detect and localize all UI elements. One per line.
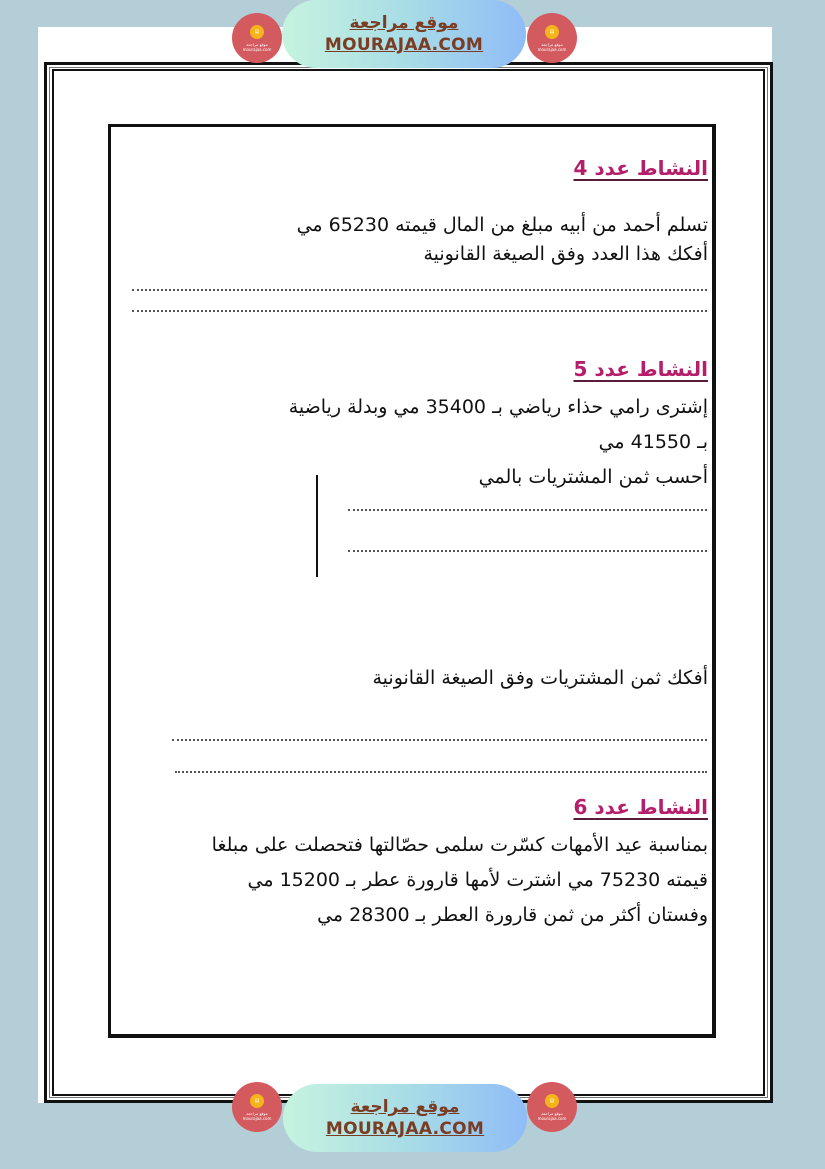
activity-number: 6 — [573, 795, 588, 819]
activity-title: النشاط عدد — [594, 795, 708, 819]
site-logo-right-bottom[interactable] — [527, 1082, 577, 1132]
activity-number: 5 — [573, 357, 588, 381]
activity-4-line-1: تسلم أحمد من أبيه مبلغ من المال قيمته 65230 مي — [296, 214, 708, 236]
site-banner-bottom[interactable] — [283, 1084, 527, 1152]
site-logo-right-top[interactable] — [527, 13, 577, 63]
answer-line[interactable] — [172, 739, 707, 741]
activity-6-line-2: قيمته 75230 مي اشترت لأمها قارورة عطر بـ 15200 مي — [247, 869, 708, 891]
book-icon: ▤ — [250, 25, 264, 39]
answer-line[interactable] — [132, 289, 707, 291]
banner-arabic: موقع مراجعة — [350, 1097, 460, 1117]
logo-caption: موقع مراجعة mourajaa.com — [242, 1110, 272, 1121]
activity-5-followup: أفكك ثمن المشتريات وفق الصيغة القانونية — [372, 667, 708, 689]
activity-title: النشاط عدد — [594, 156, 708, 180]
logo-caption: موقع مراجعة mourajaa.com — [537, 41, 567, 52]
activity-5-line-1: إشترى رامي حذاء رياضي بـ 35400 مي وبدلة رياضية — [288, 396, 708, 418]
activity-4-heading — [574, 156, 709, 180]
banner-latin: MOURAJAA.COM — [324, 35, 484, 55]
answer-line[interactable] — [175, 771, 707, 773]
activity-6-line-3: وفستان أكثر من ثمن قارورة العطر بـ 28300 مي — [317, 904, 708, 926]
logo-caption: موقع مراجعة mourajaa.com — [537, 1110, 567, 1121]
activity-5-line-2: بـ 41550 مي — [598, 431, 708, 453]
answer-line[interactable] — [348, 550, 707, 552]
book-icon: ▤ — [545, 25, 559, 39]
site-banner-top[interactable] — [282, 0, 526, 68]
answer-line[interactable] — [132, 310, 707, 312]
book-icon: ▤ — [250, 1094, 264, 1108]
activity-5-line-3: أحسب ثمن المشتريات بالمي — [478, 466, 708, 488]
logo-caption: موقع مراجعة mourajaa.com — [242, 41, 272, 52]
site-logo-left-bottom[interactable] — [232, 1082, 282, 1132]
banner-arabic: موقع مراجعة — [349, 13, 459, 33]
book-icon: ▤ — [545, 1094, 559, 1108]
site-logo-left-top[interactable] — [232, 13, 282, 63]
divider-line — [316, 475, 318, 577]
activity-number: 4 — [573, 156, 588, 180]
activity-title: النشاط عدد — [594, 357, 708, 381]
activity-5-heading — [574, 357, 709, 381]
answer-line[interactable] — [348, 509, 707, 511]
activity-6-line-1: بمناسبة عيد الأمهات كسّرت سلمى حصّالتها فتحصلت على مبلغا — [211, 834, 708, 856]
activity-4-line-2: أفكك هذا العدد وفق الصيغة القانونية — [423, 243, 708, 265]
activity-6-heading — [574, 795, 709, 819]
banner-latin: MOURAJAA.COM — [325, 1119, 485, 1139]
